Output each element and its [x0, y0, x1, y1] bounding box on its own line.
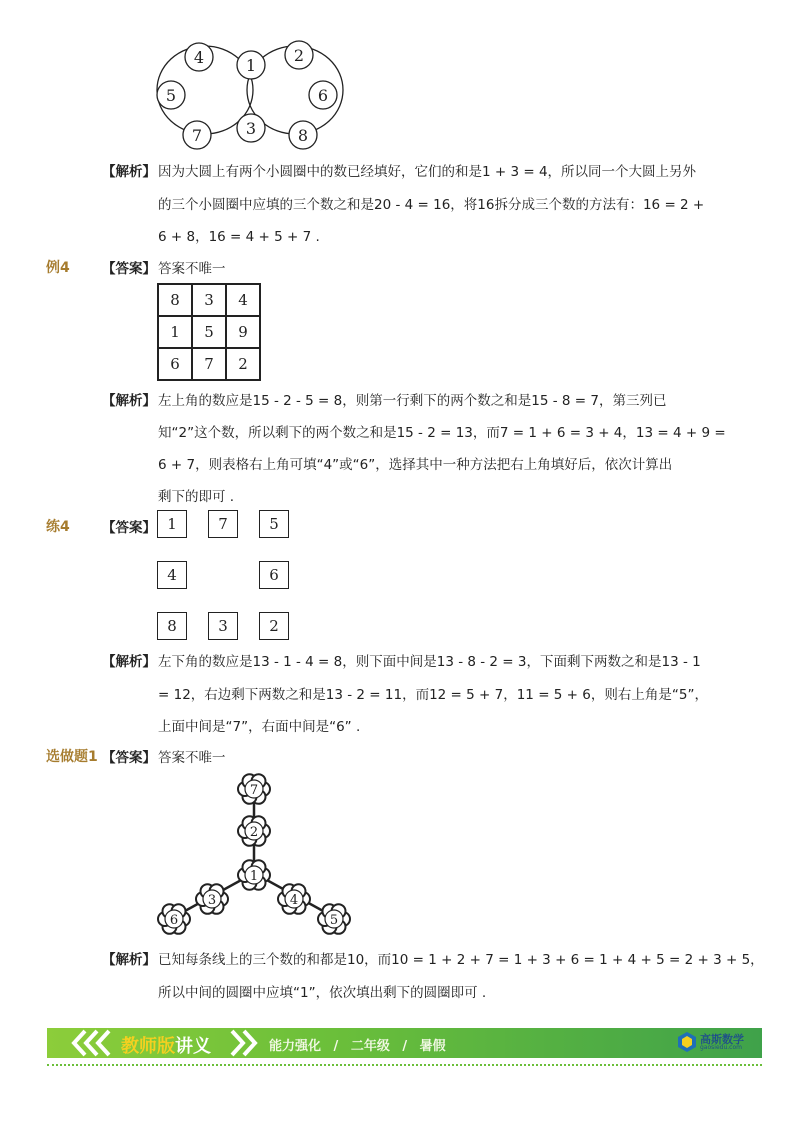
number-box: 2 [259, 612, 289, 640]
analysis-line-1: 已知每条线上的三个数的和都是10，而10 = 1 + 2 + 7 = 1 + 3 + 6 = 1 + 4 + 5 = 2 + 3 + 5， [158, 952, 764, 968]
analysis-line-2: = 12，右边剩下两数之和是13 - 2 = 11，而12 = 5 + 7，11 = 5 + 6，则右上角是“5”， [158, 687, 708, 703]
answer-tag: 【答案】 [102, 750, 156, 766]
flower-tree-figure [150, 765, 360, 945]
circle-number: 7 [191, 126, 203, 145]
footer-logo [677, 1031, 744, 1053]
footer-banner [47, 1028, 762, 1058]
breadcrumb-item: 暑假 [419, 1039, 446, 1054]
analysis-line-3: 上面中间是“7”，右面中间是“6” . [158, 719, 361, 735]
square-cell: 7 [192, 348, 226, 380]
flower-node [158, 904, 190, 934]
optional-1-label: 选做题1 [46, 749, 98, 765]
answer-tag: 【答案】 [102, 520, 156, 536]
answer-tag: 【答案】 [102, 261, 156, 277]
analysis-tag: 【解析】 [102, 164, 156, 180]
number-box: 5 [259, 510, 289, 538]
logo-subtext: gaosiedu.com [700, 1043, 742, 1051]
circle-number: 2 [293, 46, 305, 65]
circle-number: 4 [193, 48, 205, 67]
circle-number: 8 [297, 126, 309, 145]
flower-node [238, 860, 270, 890]
square-cell: 4 [226, 284, 260, 316]
square-cell: 2 [226, 348, 260, 380]
square-cell: 8 [158, 284, 192, 316]
flower-node [318, 904, 350, 934]
analysis-line-1: 左上角的数应是15 - 2 - 5 = 8，则第一行剩下的两个数之和是15 - 8 = 7，第三列已 [158, 393, 667, 409]
square-cell: 9 [226, 316, 260, 348]
analysis-line-1: 左下角的数应是13 - 1 - 4 = 8，则下面中间是13 - 8 - 2 = 3，下面剩下两数之和是13 - 1 [158, 654, 701, 670]
flower-number: 4 [289, 893, 299, 908]
footer-title [121, 1032, 211, 1058]
flower-number: 6 [169, 913, 179, 928]
footer-dotted-divider [47, 1064, 762, 1066]
two-circles-figure [150, 35, 350, 155]
answer-text: 答案不唯一 [158, 261, 226, 277]
square-cell: 1 [158, 316, 192, 348]
analysis-line-2: 所以中间的圆圈中应填“1”，依次填出剩下的圆圈即可 . [158, 985, 487, 1001]
number-box: 4 [157, 561, 187, 589]
analysis-line-3: 6 + 8，16 = 4 + 5 + 7 . [158, 229, 320, 245]
flower-node [278, 884, 310, 914]
footer-breadcrumb [269, 1035, 446, 1054]
breadcrumb-separator: / [402, 1039, 408, 1054]
magic-square [157, 283, 261, 381]
number-box: 3 [208, 612, 238, 640]
circle-number: 1 [245, 56, 257, 75]
example-4-label: 例4 [46, 260, 70, 276]
flower-node [238, 774, 270, 804]
analysis-tag: 【解析】 [102, 654, 156, 670]
analysis-tag: 【解析】 [102, 393, 156, 409]
number-box: 6 [259, 561, 289, 589]
footer-title-part2: 讲义 [175, 1036, 211, 1057]
answer-text: 答案不唯一 [158, 750, 226, 766]
analysis-line-2: 知“2”这个数，所以剩下的两个数之和是15 - 2 = 13，而7 = 1 + 6 = 3 + 4，13 = 4 + 9 = [158, 425, 726, 441]
analysis-tag: 【解析】 [102, 952, 156, 968]
logo-icon [677, 1031, 697, 1053]
footer-title-part1: 教师版 [121, 1036, 175, 1057]
analysis-line-2: 的三个小圆圈中应填的三个数之和是20 - 4 = 16，将16拆分成三个数的方法有：16 = 2 + [158, 197, 705, 213]
circle-number: 5 [165, 86, 177, 105]
square-cell: 5 [192, 316, 226, 348]
breadcrumb-item: 能力强化 [269, 1039, 322, 1054]
analysis-line-3: 6 + 7，则表格右上角可填“4”或“6”，选择其中一种方法把右上角填好后，依次计算出 [158, 457, 673, 473]
number-box: 7 [208, 510, 238, 538]
practice-4-label: 练4 [46, 519, 70, 535]
logo-text: 高斯数学 [700, 1032, 744, 1046]
square-cell: 6 [158, 348, 192, 380]
flower-number: 2 [249, 825, 259, 840]
flower-number: 3 [207, 893, 217, 908]
breadcrumb-separator: / [333, 1039, 339, 1054]
chevrons-right-icon [227, 1028, 261, 1058]
breadcrumb-item: 二年级 [350, 1039, 390, 1054]
flower-node [196, 884, 228, 914]
square-cell: 3 [192, 284, 226, 316]
number-box: 1 [157, 510, 187, 538]
flower-number: 5 [329, 913, 339, 928]
flower-node [238, 816, 270, 846]
number-box: 8 [157, 612, 187, 640]
analysis-line-1: 因为大圆上有两个小圆圈中的数已经填好，它们的和是1 + 3 = 4，所以同一个大圆上另外 [158, 164, 697, 180]
circle-number: 6 [317, 86, 329, 105]
flower-number: 7 [249, 783, 259, 798]
chevrons-left-icon [69, 1028, 117, 1058]
circle-number: 3 [245, 119, 257, 138]
analysis-line-4: 剩下的即可 . [158, 489, 235, 505]
flower-number: 1 [249, 869, 259, 884]
